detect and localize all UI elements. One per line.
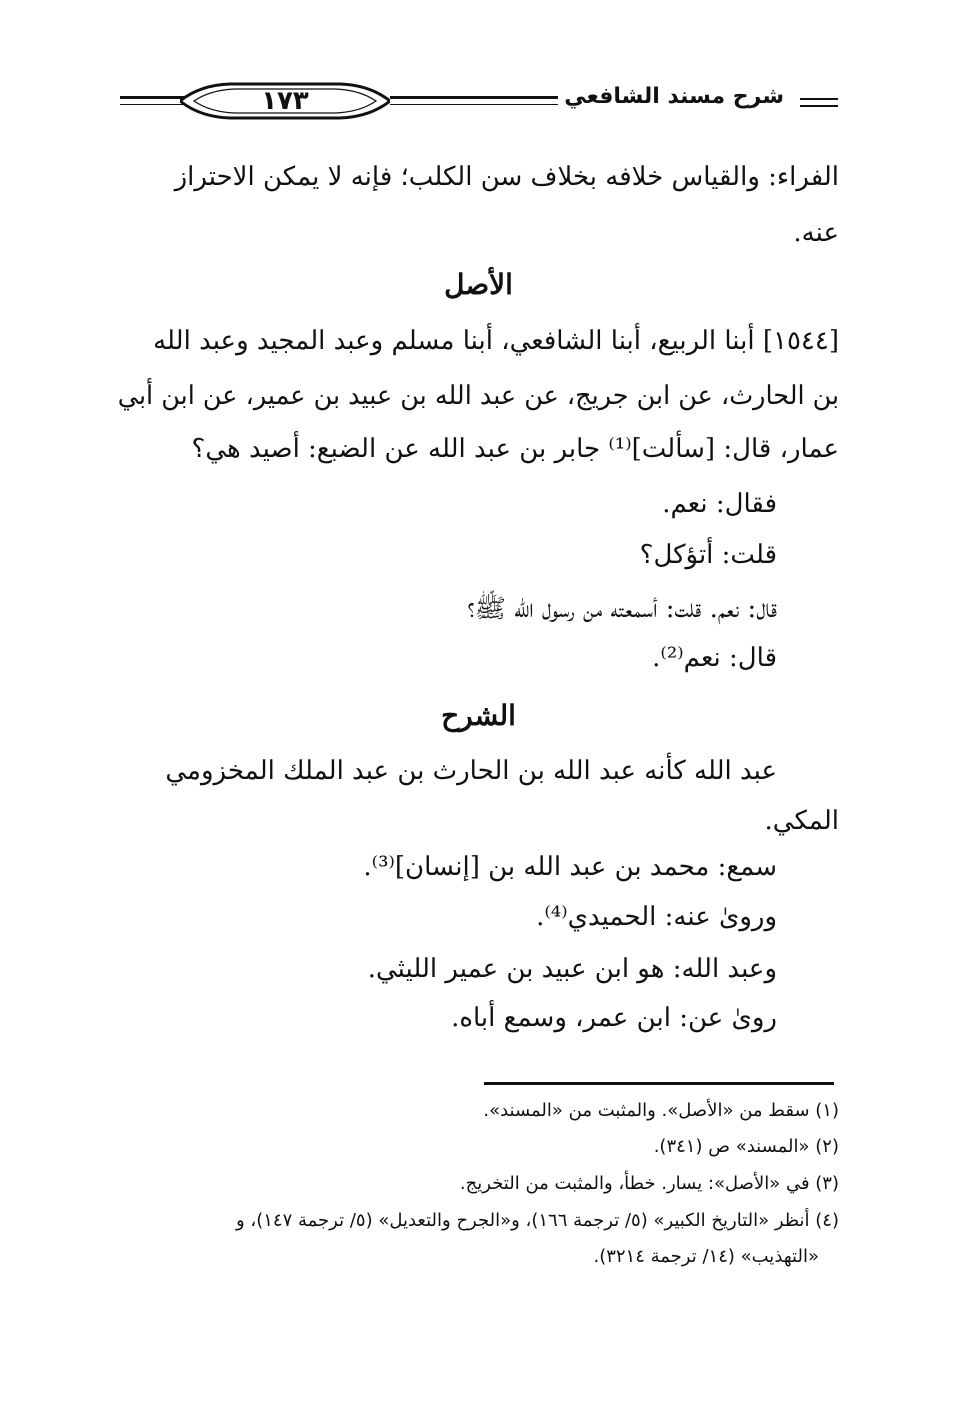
- dialog-line-3: قال: نعم. قلت: أسمعته من رسول الله ﷺ؟: [467, 594, 777, 624]
- heading-sharh: الشرح: [441, 699, 516, 732]
- text-line-1: الفراء: والقياس خلافه بخلاف سن الكلب؛ فإنه لا يمكن الاحتراز: [174, 162, 839, 192]
- footnote-3: (٣) في «الأصل»: يسار. خطأ، والمثبت من التخريج.: [459, 1173, 839, 1194]
- header-right-dash: [800, 98, 838, 100]
- footnote-1: (١) سقط من «الأصل». والمثبت من «المسند».: [483, 1100, 839, 1121]
- sharh-line-6: روىٰ عن: ابن عمر، وسمع أباه.: [451, 1003, 777, 1033]
- sharh-line-1: عبد الله كأنه عبد الله بن الحارث بن عبد الملك المخزومي: [165, 756, 777, 786]
- dialog-line-4: قال: نعم⁽²⁾.: [652, 643, 777, 673]
- dialog-line-1: فقال: نعم.: [662, 489, 777, 519]
- hadith-line-2: بن الحارث، عن ابن جريج، عن عبد الله بن عبيد بن عمير، عن ابن أبي: [117, 381, 839, 411]
- sharh-line-3: سمع: محمد بن عبد الله بن [إنسان]⁽³⁾.: [363, 852, 777, 882]
- header-right-dash-2: [800, 105, 838, 107]
- page-number: ١٧٣: [261, 86, 309, 116]
- dialog-line-2: قلت: أتؤكل؟: [639, 540, 777, 570]
- sharh-line-2: المكي.: [764, 806, 839, 836]
- footnote-separator: [484, 1082, 834, 1085]
- heading-asl: الأصل: [444, 268, 513, 301]
- book-title: شرح مسند الشافعي: [558, 84, 790, 109]
- page-number-badge: [180, 81, 390, 121]
- sharh-line-5: وعبد الله: هو ابن عبيد بن عمير الليثي.: [367, 954, 777, 984]
- sharh-line-4: وروىٰ عنه: الحميدي⁽⁴⁾.: [536, 902, 777, 932]
- hadith-line-3: عمار، قال: [سألت]⁽¹⁾ جابر بن عبد الله عن الضبع: أصيد هي؟: [191, 434, 839, 464]
- text-line-2: عنه.: [793, 218, 839, 248]
- page-header: [120, 78, 840, 126]
- footnote-4-line-2: «التهذيب» (١٤/ ترجمة ٣٢١٤).: [593, 1246, 819, 1267]
- footnote-2: (٢) «المسند» ص (٣٤١).: [653, 1136, 839, 1157]
- footnote-4-line-1: (٤) أنظر «التاريخ الكبير» (٥/ ترجمة ١٦٦)، و«الجرح والتعديل» (٥/ ترجمة ١٤٧)، و: [236, 1210, 839, 1231]
- hadith-line-1: [١٥٤٤] أبنا الربيع، أبنا الشافعي، أبنا مسلم وعبد المجيد وعبد الله: [153, 326, 839, 356]
